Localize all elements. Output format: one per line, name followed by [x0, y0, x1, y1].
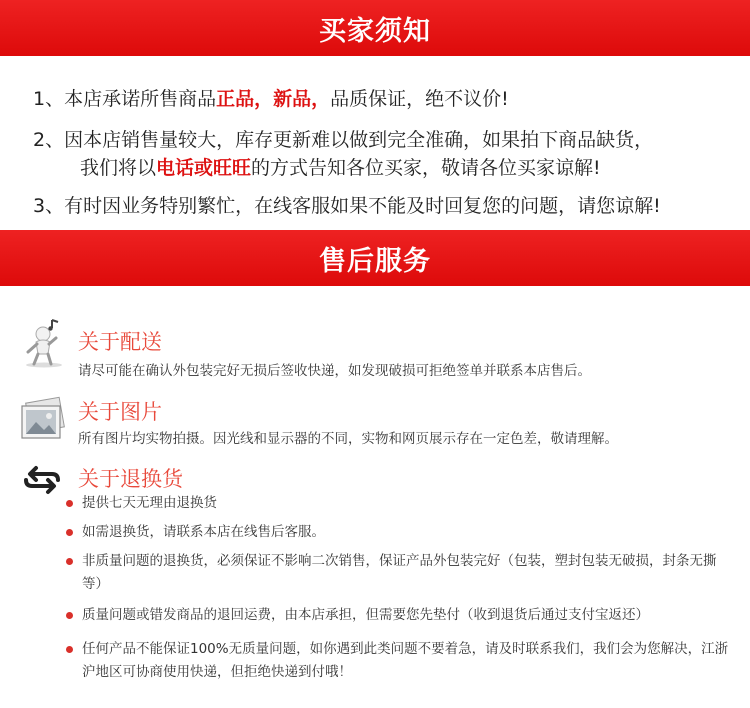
buyer-notice-banner [0, 0, 750, 56]
returns-item: 提供七天无理由退换货 [66, 492, 736, 515]
notice-line-1: 1、本店承诺所售商品正品，新品，品质保证，绝不议价! [33, 88, 509, 110]
after-sales-banner [0, 230, 750, 286]
bullet-dot-icon [66, 529, 73, 536]
bullet-dot-icon [66, 500, 73, 507]
bullet-dot-icon [66, 612, 73, 619]
returns-title: 关于退换货 [78, 467, 183, 491]
returns-item: 质量问题或错发商品的退回运费，由本店承担，但需要您先垫付（收到退货后通过支付宝返还） [66, 604, 736, 627]
notice-line-3: 3、有时因业务特别繁忙，在线客服如果不能及时回复您的问题，请您谅解! [33, 195, 661, 217]
delivery-text: 请尽可能在确认外包装完好无损后签收快递，如发现破损可拒绝签单并联系本店售后。 [78, 363, 591, 379]
person-with-music-note-icon [18, 316, 70, 368]
pictures-text: 所有图片均实物拍摄。因光线和显示器的不同，实物和网页展示存在一定色差，敬请理解。 [78, 431, 618, 447]
returns-item: 任何产品不能保证100%无质量问题，如你遇到此类问题不要着急，请及时联系我们，我们会为您解决，江浙沪地区可协商使用快递，但拒绝快递到付哦！ [66, 638, 736, 684]
after-sales-title: 售后服务 [319, 245, 431, 277]
bullet-dot-icon [66, 646, 73, 653]
bullet-dot-icon [66, 558, 73, 565]
returns-item: 非质量问题的退换货，必须保证不影响二次销售，保证产品外包装完好（包装，塑封包装无破损，封条无撕等） [66, 550, 736, 596]
exchange-arrows-icon [22, 460, 62, 500]
notice-line-2-continued: 我们将以电话或旺旺的方式告知各位买家，敬请各位买家谅解! [80, 157, 601, 179]
delivery-title: 关于配送 [78, 330, 162, 354]
buyer-notice-title: 买家须知 [319, 15, 431, 47]
photo-stack-icon [18, 394, 70, 446]
notice-highlight-contact: 电话或旺旺 [156, 157, 252, 179]
returns-item: 如需退换货，请联系本店在线售后客服。 [66, 521, 736, 544]
pictures-title: 关于图片 [78, 400, 162, 424]
notice-line-2: 2、因本店销售量较大，库存更新难以做到完全准确，如果拍下商品缺货， [33, 129, 654, 151]
notice-highlight-genuine: 正品，新品， [216, 88, 331, 110]
